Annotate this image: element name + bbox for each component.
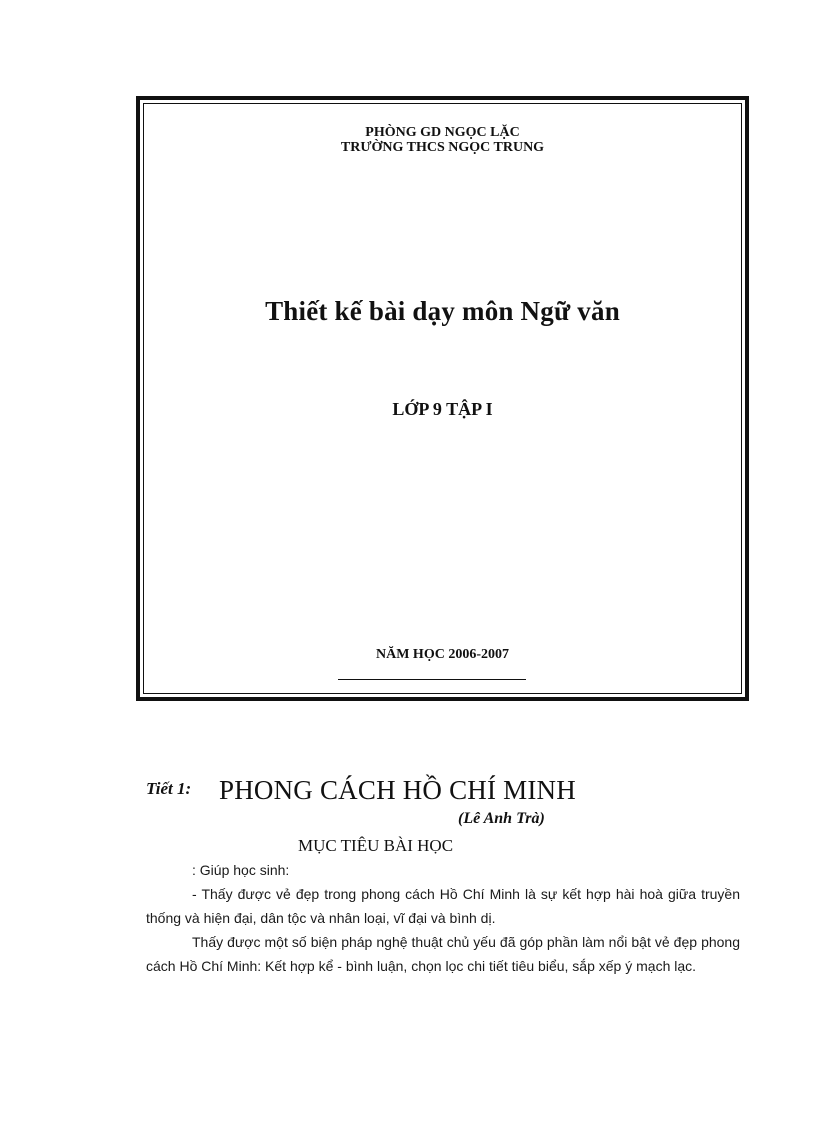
department-name: PHÒNG GD NGỌC LẶC xyxy=(365,125,520,140)
cover-title: Thiết kế bài dạy môn Ngữ văn xyxy=(265,296,620,326)
cover-inner-border xyxy=(143,103,742,694)
objective-paragraph-2: Thấy được một số biện pháp nghệ thuật chủ yếu đã góp phần làm nổi bật vẻ đẹp phong cách Hồ Chí Minh: Kết hợp kể - bình luận, chọn lọc chi tiết tiêu biểu, sắp xếp ý mạch lạc. xyxy=(146,934,740,974)
school-year: NĂM HỌC 2006-2007 xyxy=(376,647,509,662)
objective-heading: MỤC TIÊU BÀI HỌC xyxy=(298,836,454,855)
objective-paragraph-1: - Thấy được vẻ đẹp trong phong cách Hồ Chí Minh là sự kết hợp hài hoà giữa truyền thống và hiện đại, dân tộc và nhân loại, vĩ đại và bình dị. xyxy=(146,886,740,926)
lesson-label: Tiết 1: xyxy=(146,779,192,798)
author-name: (Lê Anh Trà) xyxy=(458,810,545,827)
school-name: TRƯỜNG THCS NGỌC TRUNG xyxy=(340,140,545,155)
school-year-underline xyxy=(338,679,526,680)
objective-intro: : Giúp học sinh: xyxy=(192,862,290,878)
lesson-title: PHONG CÁCH HỒ CHÍ MINH xyxy=(219,775,576,805)
grade-volume: LỚP 9 TẬP I xyxy=(392,399,493,419)
cover-frame xyxy=(136,96,749,701)
